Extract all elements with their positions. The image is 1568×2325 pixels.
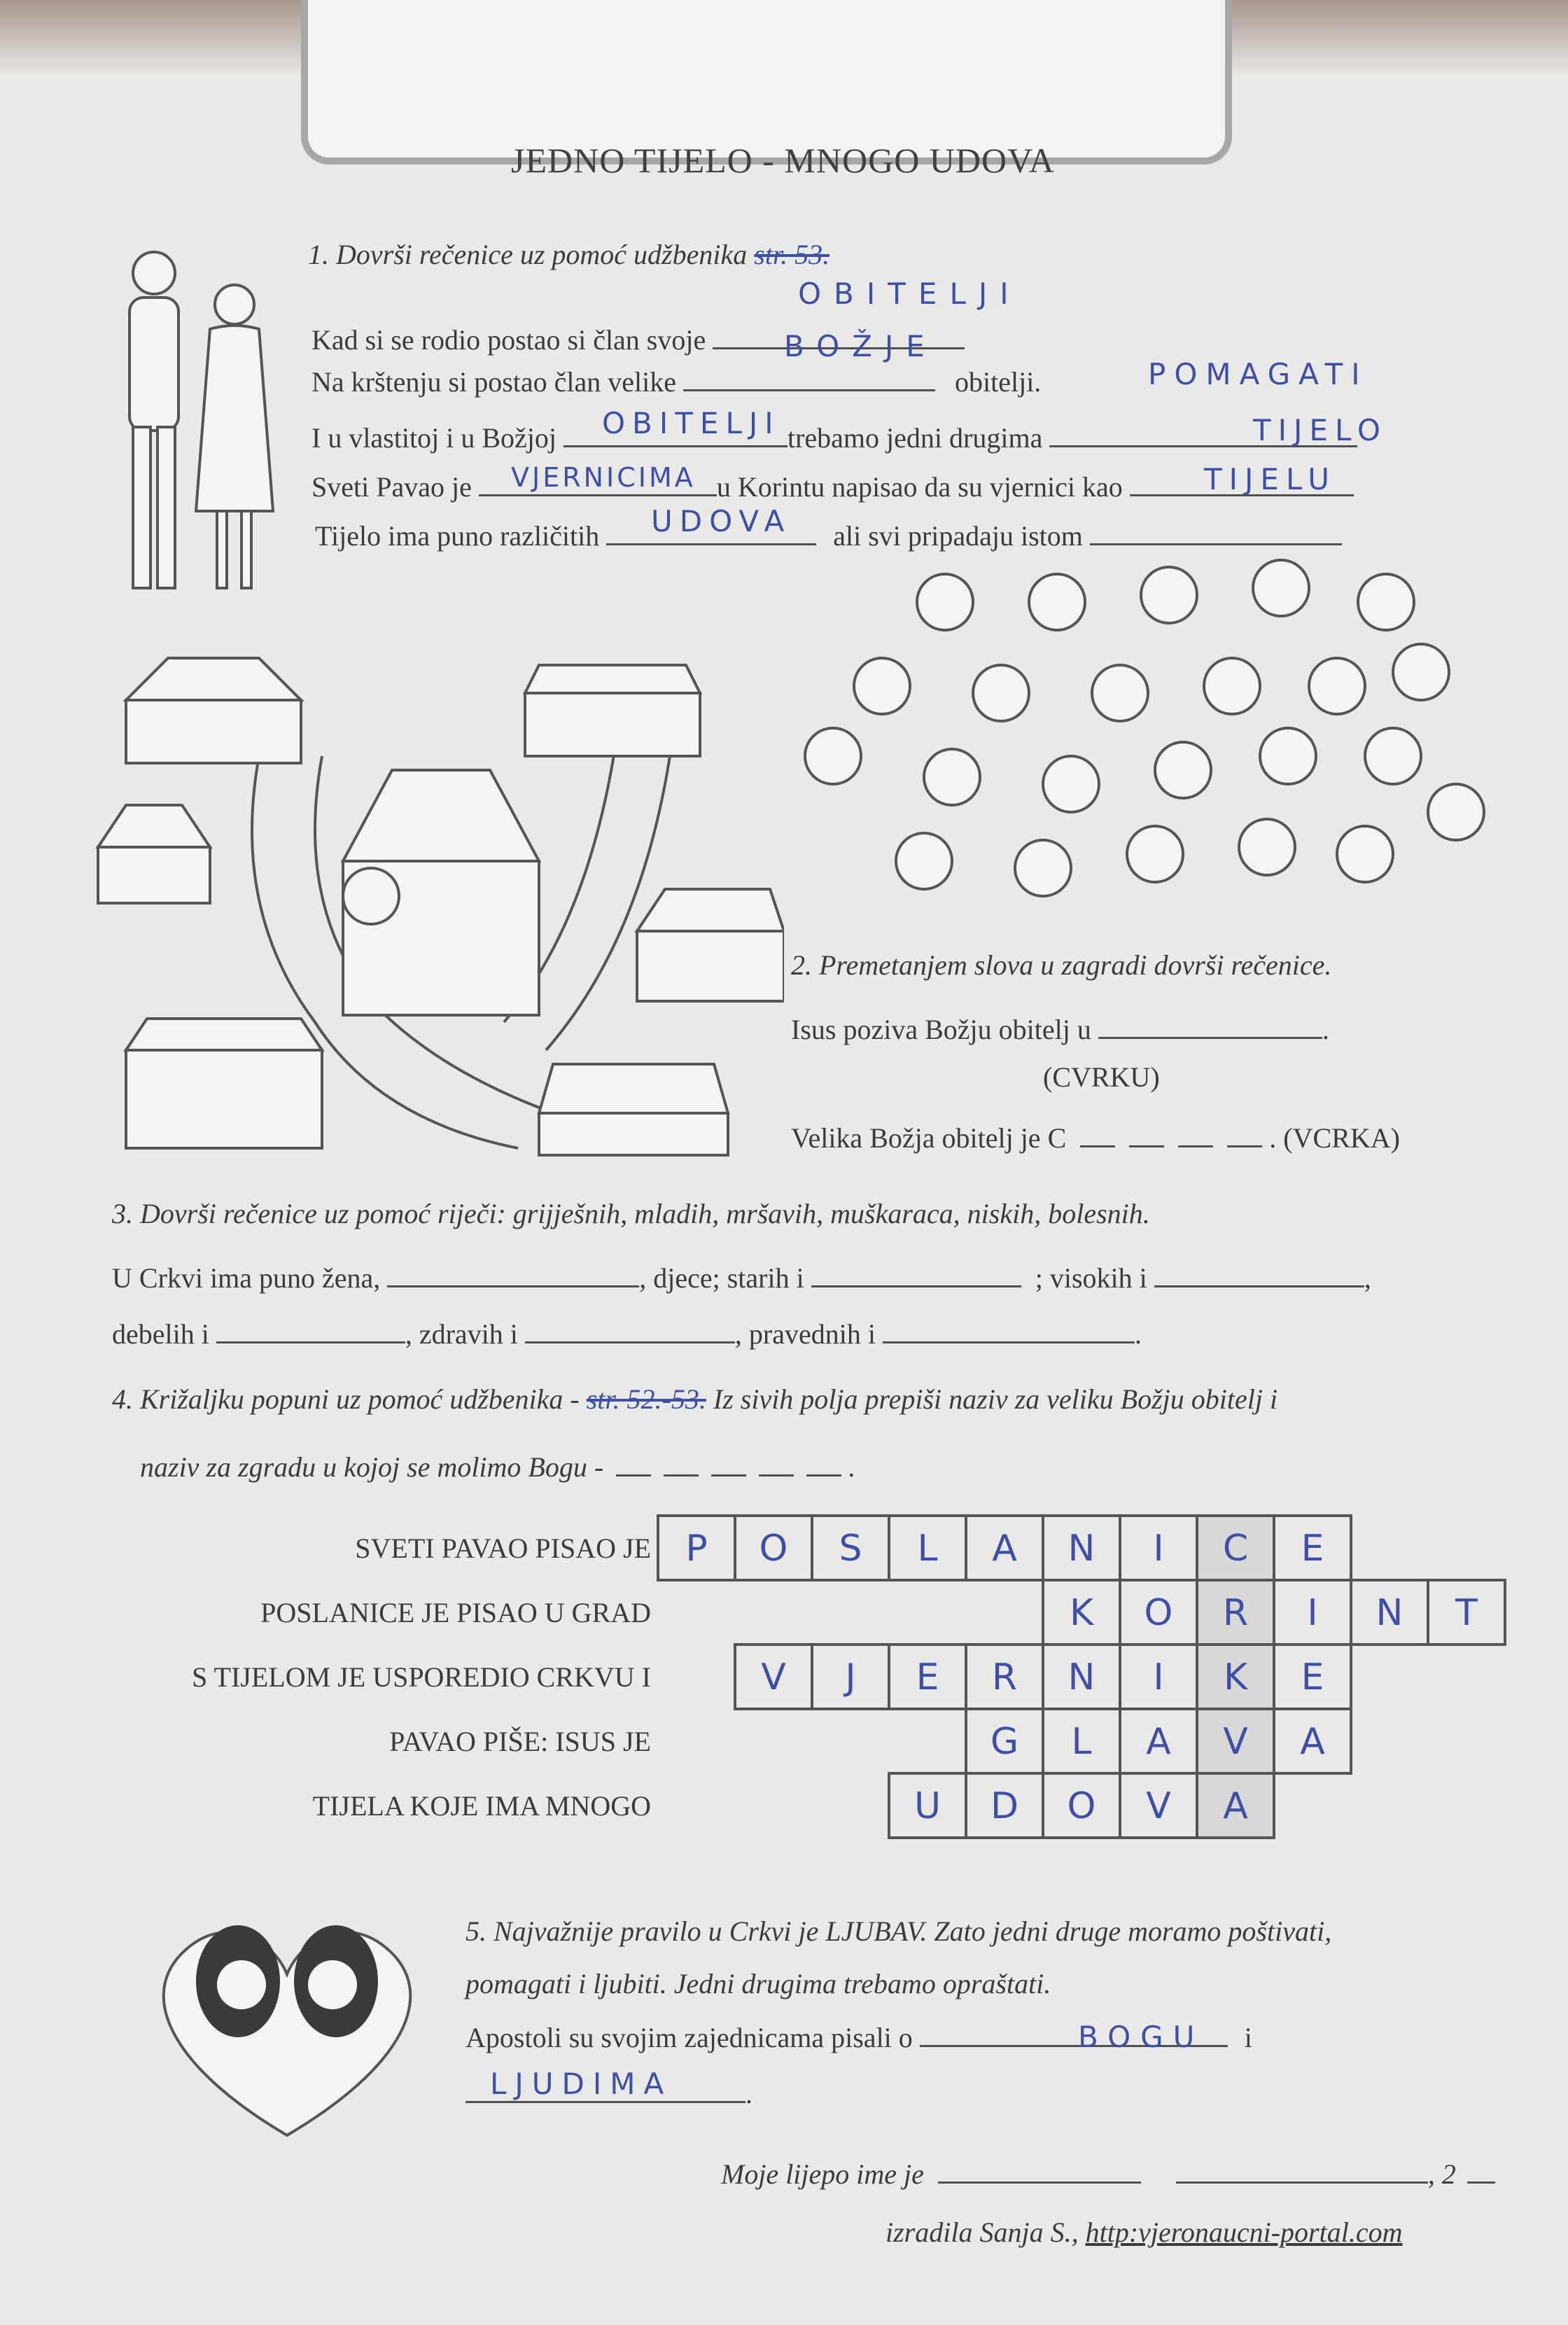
- task5-line1: 5. Najvažnije pravilo u Crkvi je LJUBAV. Zato jedni druge moramo poštivati,: [465, 1915, 1332, 1947]
- crossword-letter: O: [1067, 1785, 1096, 1827]
- task3-line1: U Crkvi ima puno žena, , djece; starih i ; visokih i ,: [112, 1260, 1371, 1294]
- crossword-letter: L: [917, 1528, 938, 1570]
- answer5b-handwriting: TIJELU: [1204, 462, 1337, 496]
- crossword-letter: D: [990, 1785, 1019, 1827]
- crossword-letter: V: [761, 1656, 786, 1698]
- crossword-letter: O: [759, 1528, 788, 1570]
- task5-line4: .: [465, 2076, 752, 2110]
- answer5a-handwriting: UDOVA: [651, 504, 792, 538]
- crossword-letter: A: [992, 1528, 1017, 1570]
- page-title: JEDNO TIJELO - MNOGO UDOVA: [511, 141, 1055, 180]
- crossword-letter: E: [1301, 1656, 1324, 1698]
- task4-heading-line2: naziv za zgradu u kojoj se molimo Bogu - .: [140, 1449, 855, 1483]
- task4-heading: 4. Križaljku popuni uz pomoć udžbenika - str. 52.-53. Iz sivih polja prepiši naziv za veliku Božju obitelj i: [112, 1383, 1278, 1415]
- crossword-letter: P: [685, 1528, 708, 1570]
- answer3b-handwriting: POMAGATI: [1148, 357, 1368, 391]
- task2-sentence1: Isus poziva Božju obitelj u .: [791, 1012, 1329, 1046]
- crossword-letter: K: [1069, 1592, 1094, 1634]
- credit-url[interactable]: http:vjeronaucni-portal.com: [1085, 2216, 1403, 2248]
- task2-sentence2: Velika Božja obitelj je C . (VCRKA): [791, 1120, 1400, 1154]
- task1-struck-page: str. 53.: [754, 239, 830, 270]
- crossword-letter: A: [1146, 1721, 1171, 1763]
- task1-sentence2: Na krštenju si postao član velike obitelji.: [312, 364, 1041, 398]
- crossword-letter: L: [1071, 1721, 1092, 1763]
- task1-heading: 1. Dovrši rečenice uz pomoć udžbenika: [308, 239, 748, 270]
- task3-heading: 3. Dovrši rečenice uz pomoć riječi: grijješnih, mladih, mršavih, muškaraca, niskih, bolesnih.: [112, 1198, 1150, 1229]
- crossword-letter: V: [1146, 1785, 1171, 1827]
- crossword-letter: I: [1307, 1592, 1318, 1634]
- crossword-letter: R: [991, 1656, 1018, 1698]
- crossword-letter: G: [990, 1721, 1019, 1763]
- class-blank[interactable]: [1467, 2156, 1495, 2184]
- crossword-letter: I: [1153, 1656, 1164, 1698]
- crossword-letter: J: [845, 1656, 856, 1698]
- crossword-letter: I: [1153, 1528, 1164, 1570]
- crossword-letter: V: [1223, 1721, 1248, 1763]
- credit-line: izradila Sanja S., http:vjeronaucni-portal.com: [886, 2216, 1403, 2248]
- task1-sentence3: I u vlastitoj i u Božjoj trebamo jedni drugima: [312, 420, 1357, 454]
- crossword-letter: K: [1223, 1656, 1248, 1698]
- crossword-letter: T: [1455, 1592, 1478, 1634]
- crossword-letter: A: [1223, 1785, 1248, 1827]
- name-blank[interactable]: [938, 2156, 1141, 2184]
- crossword-letter: E: [1301, 1528, 1324, 1570]
- crossword-clue-5: TIJELA KOJE IMA MNOGO: [312, 1790, 651, 1822]
- crossword-letter: S: [839, 1528, 862, 1570]
- crossword-clue-1: SVETI PAVAO PISAO JE: [355, 1532, 651, 1564]
- task5-line3: Apostoli su svojim zajednicama pisali o i: [465, 2020, 1252, 2054]
- crossword-clue-3: S TIJELOM JE USPOREDIO CRKVU I: [192, 1661, 651, 1693]
- crossword-letter: N: [1068, 1528, 1096, 1570]
- answer4b-handwriting: TIJELO: [1253, 413, 1387, 447]
- answer3a-handwriting: OBITELJI: [602, 406, 780, 440]
- crossword-letter: C: [1222, 1528, 1249, 1570]
- answer4a-handwriting: VJERNICIMA: [511, 462, 696, 493]
- heart-illustration: [126, 1883, 448, 2149]
- answer1-handwriting: OBITELJI: [798, 277, 1021, 311]
- crossword-letter: R: [1222, 1592, 1249, 1634]
- crossword-letter: O: [1144, 1592, 1173, 1634]
- crossword-letter: N: [1068, 1656, 1096, 1698]
- crossword-letter: A: [1300, 1721, 1325, 1763]
- crossword-clue-2: POSLANICE JE PISAO U GRAD: [260, 1597, 651, 1628]
- task2-heading: 2. Premetanjem slova u zagradi dovrši rečenice.: [791, 949, 1332, 981]
- surname-blank[interactable]: [1176, 2156, 1428, 2184]
- task1-sentence1: Kad si se rodio postao si član svoje: [312, 322, 965, 356]
- task5-answer1-handwriting: BOGU: [1078, 2020, 1205, 2054]
- task5-line2: pomagati i ljubiti. Jedni drugima trebamo opraštati.: [465, 1968, 1051, 1999]
- name-line: Moje lijepo ime je , 2: [721, 2156, 1495, 2191]
- crossword-letter: E: [916, 1656, 939, 1698]
- crossword-letter: N: [1376, 1592, 1404, 1634]
- crossword-clue-4: PAVAO PIŠE: ISUS JE: [389, 1726, 651, 1757]
- task5-answer2-handwriting: LJUDIMA: [490, 2067, 673, 2101]
- answer2-handwriting: BOŽJE: [784, 329, 937, 363]
- task1-sentence4: Sveti Pavao je u Korintu napisao da su vjernici kao: [312, 469, 1354, 503]
- task2-hint1: (CVRKU): [1043, 1061, 1160, 1093]
- task1-sentence5: Tijelo ima puno različitih ali svi pripadaju istom: [315, 518, 1342, 552]
- crossword-letter: U: [913, 1785, 941, 1827]
- task3-line2: debelih i , zdravih i , pravednih i .: [112, 1316, 1142, 1350]
